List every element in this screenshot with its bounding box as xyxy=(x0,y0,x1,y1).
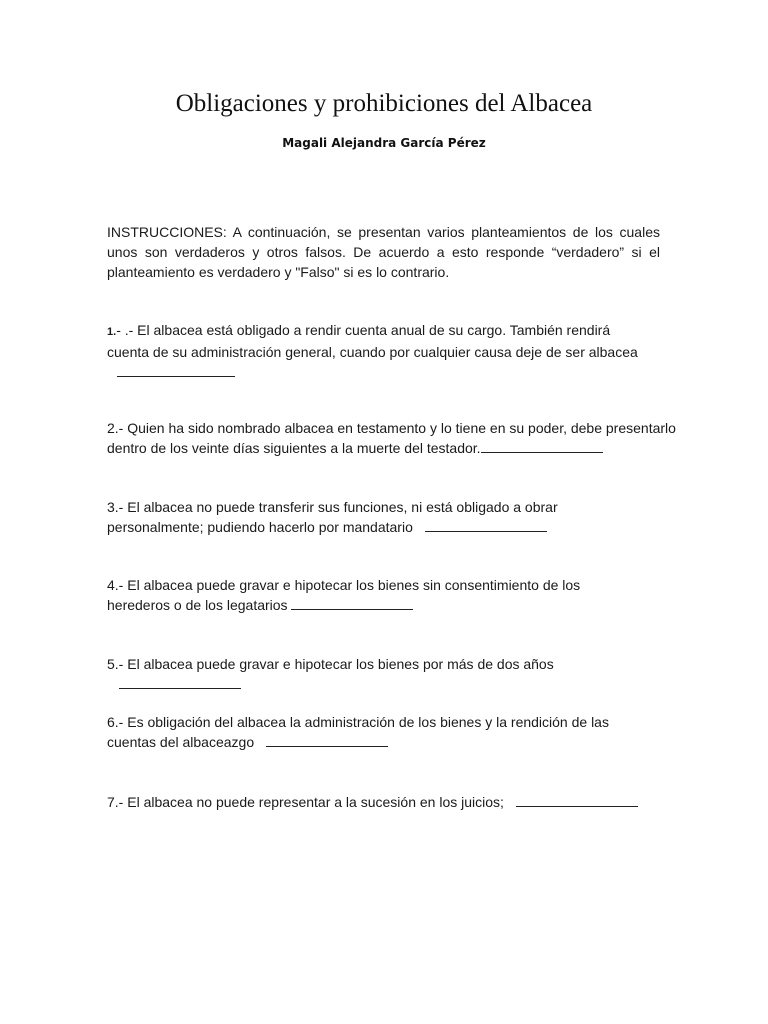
question-7 xyxy=(107,792,707,812)
question-5-text: 5.- El albacea puede gravar e hipotecar los bienes por más de dos años xyxy=(107,656,554,672)
question-1 xyxy=(107,320,647,382)
answer-blank-5[interactable] xyxy=(119,674,241,689)
answer-blank-3[interactable] xyxy=(425,517,547,532)
question-6-text: 6.- Es obligación del albacea la administración de los bienes y la rendición de las cuentas del albaceazgo xyxy=(107,714,609,750)
question-2-text: 2.- Quien ha sido nombrado albacea en testamento y lo tiene en su poder, debe presentarlo dentro de los veinte días siguientes a la muerte del testador. xyxy=(107,420,676,456)
answer-blank-6[interactable] xyxy=(266,732,388,747)
question-7-text: 7.- El albacea no puede representar a la sucesión en los juicios; xyxy=(107,794,504,810)
question-2 xyxy=(107,418,717,458)
answer-blank-2[interactable] xyxy=(481,438,603,453)
question-4 xyxy=(107,575,637,615)
answer-blank-7[interactable] xyxy=(516,792,638,807)
question-6 xyxy=(107,712,652,752)
question-1-number: 1. xyxy=(107,326,117,338)
question-5 xyxy=(107,654,667,689)
document-title: Obligaciones y prohibiciones del Albacea xyxy=(175,90,593,117)
question-4-text: 4.- El albacea puede gravar e hipotecar los bienes sin consentimiento de los herederos o de los legatarios xyxy=(107,577,581,613)
answer-blank-4[interactable] xyxy=(291,595,413,610)
question-3-text: 3.- El albacea no puede transferir sus funciones, ni está obligado a obrar personalmente; pudiendo hacerlo por mandatario xyxy=(107,499,558,535)
instructions-paragraph: INSTRUCCIONES: A continuación, se presentan varios planteamientos de los cuales unos son verdaderos y otros falsos. De acuerdo a esto responde “verdadero” si el planteamiento es verdadero y "Falso" si es lo contrario. xyxy=(107,224,660,280)
author-name: Magali Alejandra García Pérez xyxy=(282,136,486,150)
question-1-text: - .- El albacea está obligado a rendir cuenta anual de su cargo. También rendirá cuenta de su administración general, cuando por cualquier causa deje de ser albacea xyxy=(107,322,638,360)
answer-blank-1[interactable] xyxy=(117,366,235,377)
question-3 xyxy=(107,497,627,537)
